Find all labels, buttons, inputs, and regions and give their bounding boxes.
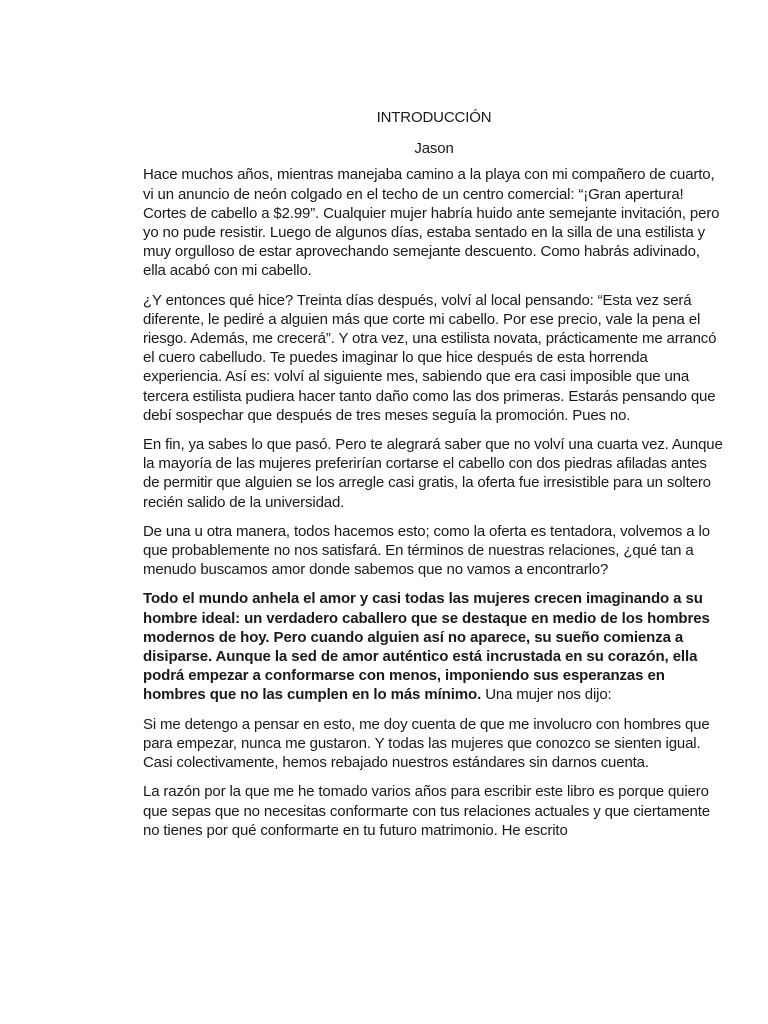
paragraph-5 — [143, 589, 725, 704]
chapter-title: INTRODUCCIÓN — [376, 109, 492, 126]
paragraph-4: De una u otra manera, todos hacemos esto; como la oferta es tentadora, volvemos a lo que probablemente no nos satisfará. En términos de nuestras relaciones, ¿qué tan a menudo buscamos amor donde sabemos que no vamos a encontrarlo? — [143, 522, 710, 579]
paragraph-6: Si me detengo a pensar en esto, me doy cuenta de que me involucro con hombres que para empezar, nunca me gustaron. Y todas las mujeres que conozco se sienten igual. Casi colectivamente, hemos rebajado nuestros estándares sin darnos cuenta. — [143, 715, 710, 772]
paragraph-3: En fin, ya sabes lo que pasó. Pero te alegrará saber que no volví una cuarta vez. Aunque la mayoría de las mujeres preferirían cortarse el cabello con dos piedras afiladas antes de permitir que alguien se los arregle casi gratis, la oferta fue irresistible para un soltero recién salido de la universidad. — [143, 436, 723, 511]
document-page — [143, 108, 725, 850]
regular-passage: Una mujer nos dijo: — [481, 686, 612, 704]
author-name: Jason — [414, 140, 454, 158]
paragraph-2: ¿Y entonces qué hice? Treinta días después, volví al local pensando: “Esta vez será diferente, le pediré a alguien más que corte mi cabello. Por ese precio, vale la pena el riesgo. Además, me crecerá”. Y otra vez, una estilista novata, prácticamente me arrancó el cuero cabelludo. Te puedes imaginar lo que hice después de esta horrenda experiencia. Así es: volví al siguiente mes, sabiendo que era casi imposible que una tercera estilista pudiera hacer tanto daño como las dos primeras. Estarás pensando que debí sospechar que después de tres meses seguía la promoción. Pues no. — [143, 291, 717, 424]
paragraph-7: La razón por la que me he tomado varios años para escribir este libro es porque quiero que sepas que no necesitas conformarte con tus relaciones actuales y que ciertamente no tienes por qué conformarte en tu futuro matrimonio. He escrito — [143, 783, 710, 839]
bold-passage: Todo el mundo anhela el amor y casi todas las mujeres crecen imaginando a su hombre ideal: un verdadero caballero que se destaque en medio de los hombres modernos de hoy. Pero cuando alguien así no aparece, su sueño comienza a disiparse. Aunque la sed de amor auténtico está incrustada en su corazón, ella podrá empezar a conformarse con menos, imponiendo sus esperanzas en hombres que no las cumplen en lo más mínimo. — [143, 590, 710, 704]
paragraph-1: Hace muchos años, mientras manejaba camino a la playa con mi compañero de cuarto, vi un anuncio de neón colgado en el techo de un centro comercial: “¡Gran apertura! Cortes de cabello a $2.99”. Cualquier mujer habría huido ante semejante invitación, pero yo no pude resistir. Luego de algunos días, estaba sentado en la silla de una estilista y muy orgulloso de estar aprovechando semejante descuento. Como habrás adivinado, ella acabó con mi cabello. — [143, 166, 720, 280]
